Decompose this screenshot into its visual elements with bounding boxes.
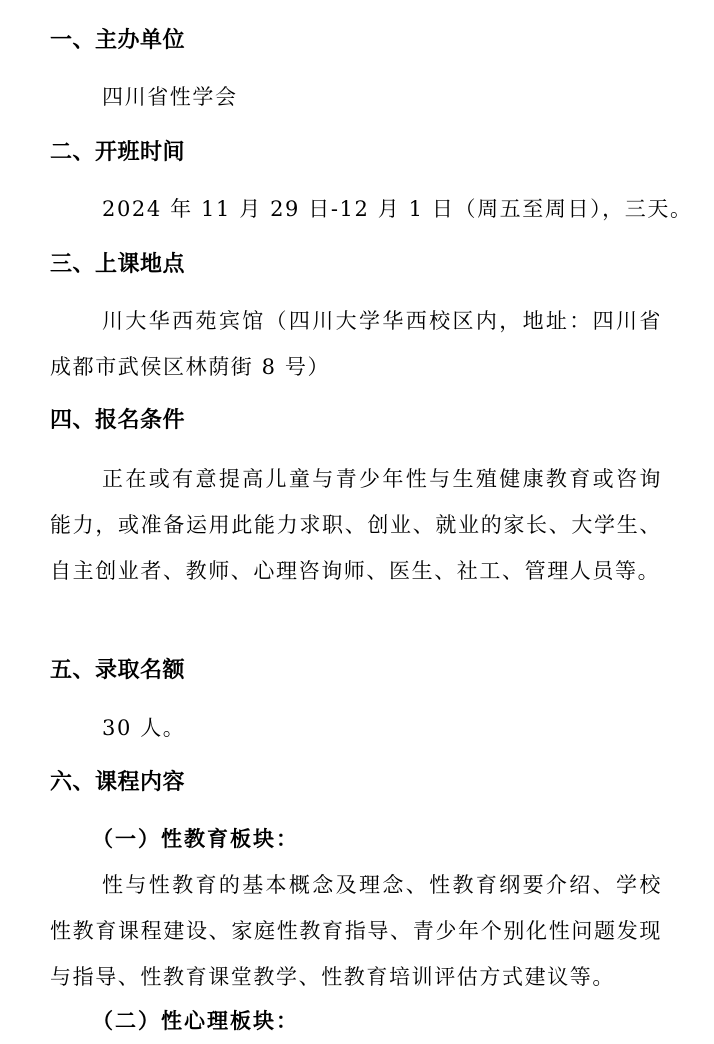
section-heading-venue: 三、上课地点 [50, 252, 186, 277]
subsection-title-sex-education: （一）性教育板块： [92, 826, 299, 851]
section-heading-curriculum: 六、课程内容 [50, 770, 186, 795]
venue-text: 川大华西苑宾馆（四川大学华西校区内，地址：四川省成都市武侯区林荫街 8 号） [50, 309, 662, 379]
sex-education-text: 性与性教育的基本概念及理念、性教育纲要介绍、学校性教育课程建设、家庭性教育指导、青少年个别化性问题发现与指导、性教育课堂教学、性教育培训评估方式建议等。 [50, 873, 662, 989]
section-heading-schedule: 二、开班时间 [50, 140, 186, 165]
section-heading-eligibility: 四、报名条件 [50, 408, 186, 433]
subsection-title-sex-psychology: （二）性心理板块： [92, 1008, 299, 1033]
eligibility-text: 正在或有意提高儿童与青少年性与生殖健康教育或咨询能力，或准备运用此能力求职、创业、就业的家长、大学生、自主创业者、教师、心理咨询师、医生、社工、管理人员等。 [50, 467, 662, 583]
section-heading-organizer: 一、主办单位 [50, 28, 186, 53]
section-heading-quota: 五、录取名额 [50, 658, 186, 683]
quota-text: 30 人。 [102, 716, 186, 740]
organizer-text: 四川省性学会 [102, 85, 238, 109]
schedule-text: 2024 年 11 月 29 日-12 月 1 日（周五至周日），三天。 [102, 197, 693, 221]
